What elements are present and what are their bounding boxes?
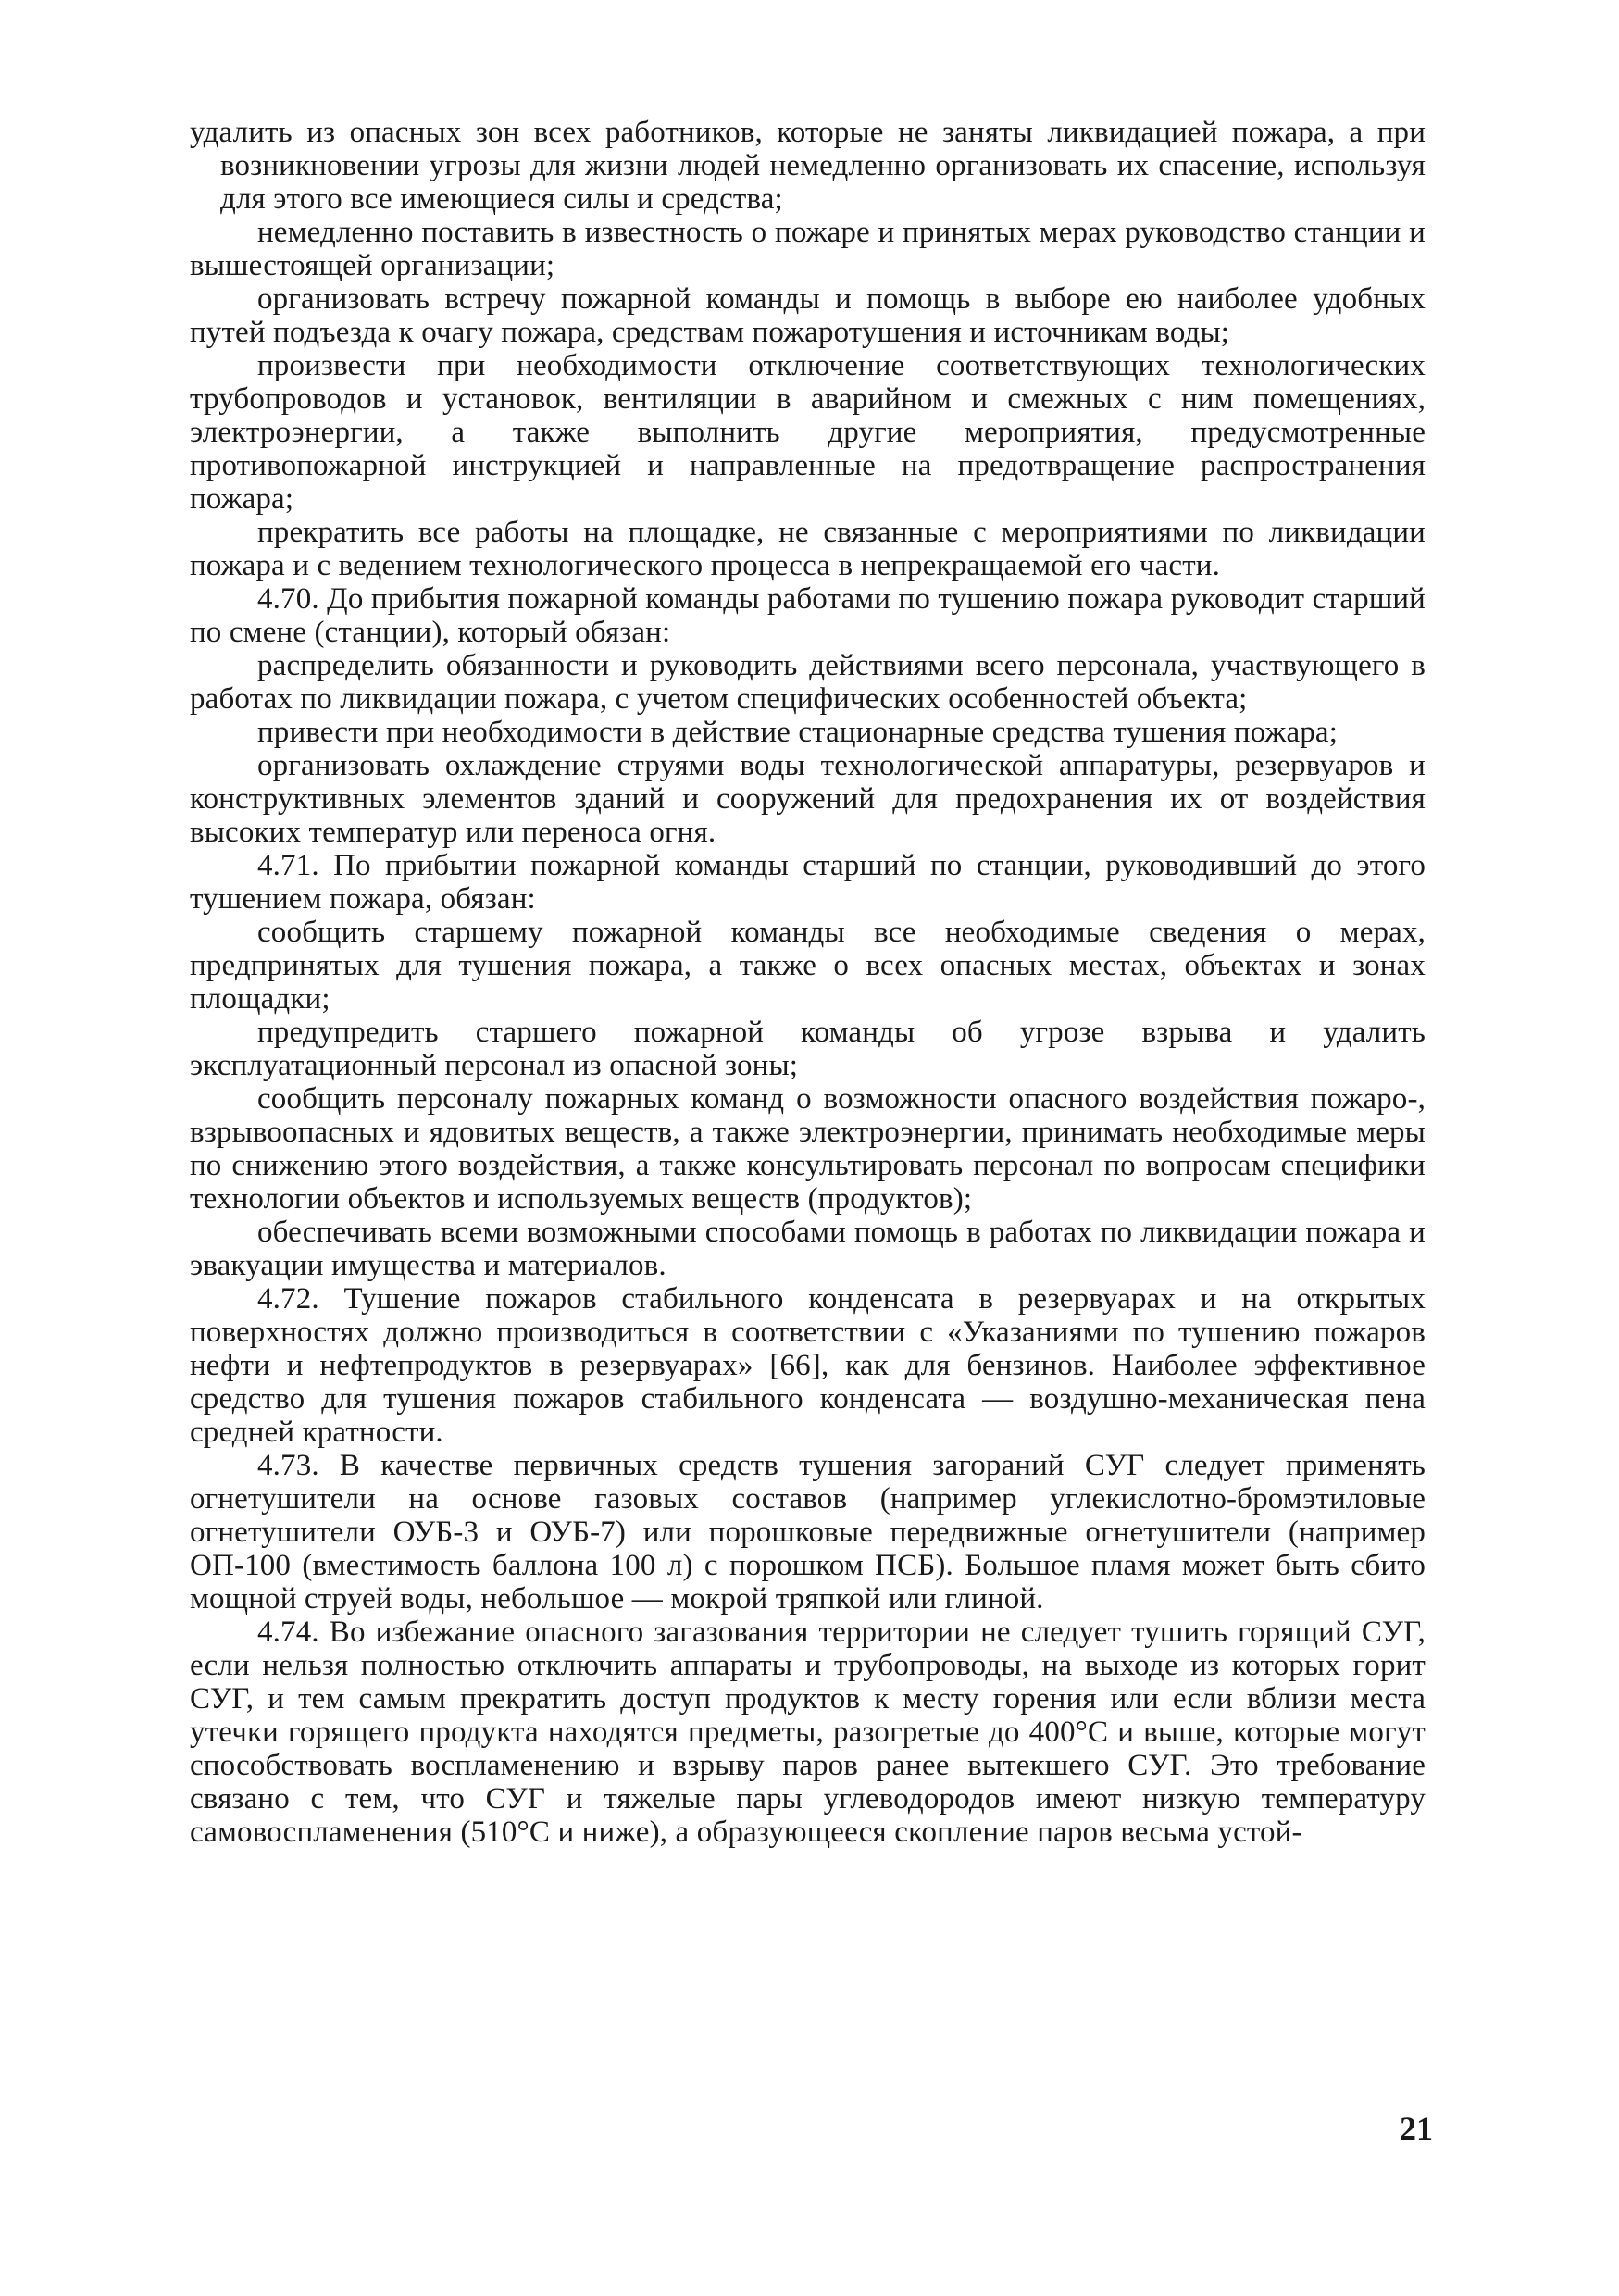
paragraph-4-71: 4.71. По прибытии пожарной команды старший по станции, руководивший до этого тушением пожара, обязан: xyxy=(190,849,1426,916)
paragraph-4-70: 4.70. До прибытия пожарной команды работами по тушению пожара руководит старший по смене (станции), который обязан: xyxy=(190,582,1426,649)
paragraph-4-73: 4.73. В качестве первичных средств тушения загораний СУГ следует применять огнетушители на основе газовых составов (например углекислотно-бромэтиловые огнетушители ОУБ-3 и ОУБ-7) или порошковые передвижные огнетушители (например ОП-100 (вместимость баллона 100 л) с порошком ПСБ). Большое пламя может быть сбито мощной струей воды, небольшое — мокрой тряпкой или глиной. xyxy=(190,1449,1426,1616)
paragraph-4-74: 4.74. Во избежание опасного загазования территории не следует тушить горящий СУГ, если нельзя полностью отключить аппараты и трубопроводы, на выходе из которых горит СУГ, и тем самым прекратить доступ продуктов к месту горения или если вблизи места утечки горящего продукта находятся предметы, разогретые до 400°С и выше, которые могут способствовать воспламенению и взрыву паров ранее вытекшего СУГ. Это требование связано с тем, что СУГ и тяжелые пары углеводородов имеют низкую температуру самовоспламенения (510°С и ниже), а образующееся скопление паров весьма устой- xyxy=(190,1616,1426,1849)
paragraph-4-72: 4.72. Тушение пожаров стабильного конденсата в резервуарах и на открытых поверхностях должно производиться в соответствии с «Указаниями по тушению пожаров нефти и нефтепродуктов в резервуарах» [66], как для бензинов. Наиболее эффективное средство для тушения пожаров стабильного конденсата — воздушно-механическая пена средней кратности. xyxy=(190,1282,1426,1449)
paragraph-evacuate: удалить из опасных зон всех работников, которые не заняты ликвидацией пожара, а при возникновении угрозы для жизни людей немедленно организовать их спасение, используя для этого все имеющиеся силы и средства; xyxy=(190,116,1426,216)
paragraph-distribute-duties: распределить обязанности и руководить действиями всего персонала, участвующего в работах по ликвидации пожара, с учетом специфических особенностей объекта; xyxy=(190,649,1426,716)
paragraph-warn-explosion: предупредить старшего пожарной команды об угрозе взрыва и удалить эксплуатационный персонал из опасной зоны; xyxy=(190,1016,1426,1082)
paragraph-shutdown: произвести при необходимости отключение соответствующих технологических трубопроводов и установок, вентиляции в аварийном и смежных с ним помещениях, электроэнергии, а также выполнить другие мероприятия, предусмотренные противопожарной инструкцией и направленные на предотвращение распространения пожара; xyxy=(190,349,1426,516)
paragraph-stop-works: прекратить все работы на площадке, не связанные с мероприятиями по ликвидации пожара и с ведением технологического процесса в непрекращаемой его части. xyxy=(190,516,1426,582)
paragraph-provide-help: обеспечивать всеми возможными способами помощь в работах по ликвидации пожара и эвакуации имущества и материалов. xyxy=(190,1216,1426,1282)
paragraph-meet-fire-team: организовать встречу пожарной команды и помощь в выборе ею наиболее удобных путей подъезда к очагу пожара, средствам пожаротушения и источникам воды; xyxy=(190,282,1426,349)
paragraph-inform-chief: сообщить старшему пожарной команды все необходимые сведения о мерах, предпринятых для тушения пожара, а также о всех опасных местах, объектах и зонах площадки; xyxy=(190,916,1426,1016)
paragraph-cooling: организовать охлаждение струями воды технологической аппаратуры, резервуаров и конструктивных элементов зданий и сооружений для предохранения их от воздействия высоких температур или переноса огня. xyxy=(190,749,1426,849)
paragraph-inform-personnel: сообщить персоналу пожарных команд о возможности опасного воздействия пожаро-, взрывоопасных и ядовитых веществ, а также электроэнергии, принимать необходимые меры по снижению этого воздействия, а также консультировать персонал по вопросам специфики технологии объектов и используемых веществ (продуктов); xyxy=(190,1082,1426,1216)
paragraph-stationary-means: привести при необходимости в действие стационарные средства тушения пожара; xyxy=(257,716,1339,749)
document-body xyxy=(190,116,1426,1849)
page-number: 21 xyxy=(1400,2110,1433,2147)
paragraph-notify: немедленно поставить в известность о пожаре и принятых мерах руководство станции и вышестоящей организации; xyxy=(190,216,1426,282)
